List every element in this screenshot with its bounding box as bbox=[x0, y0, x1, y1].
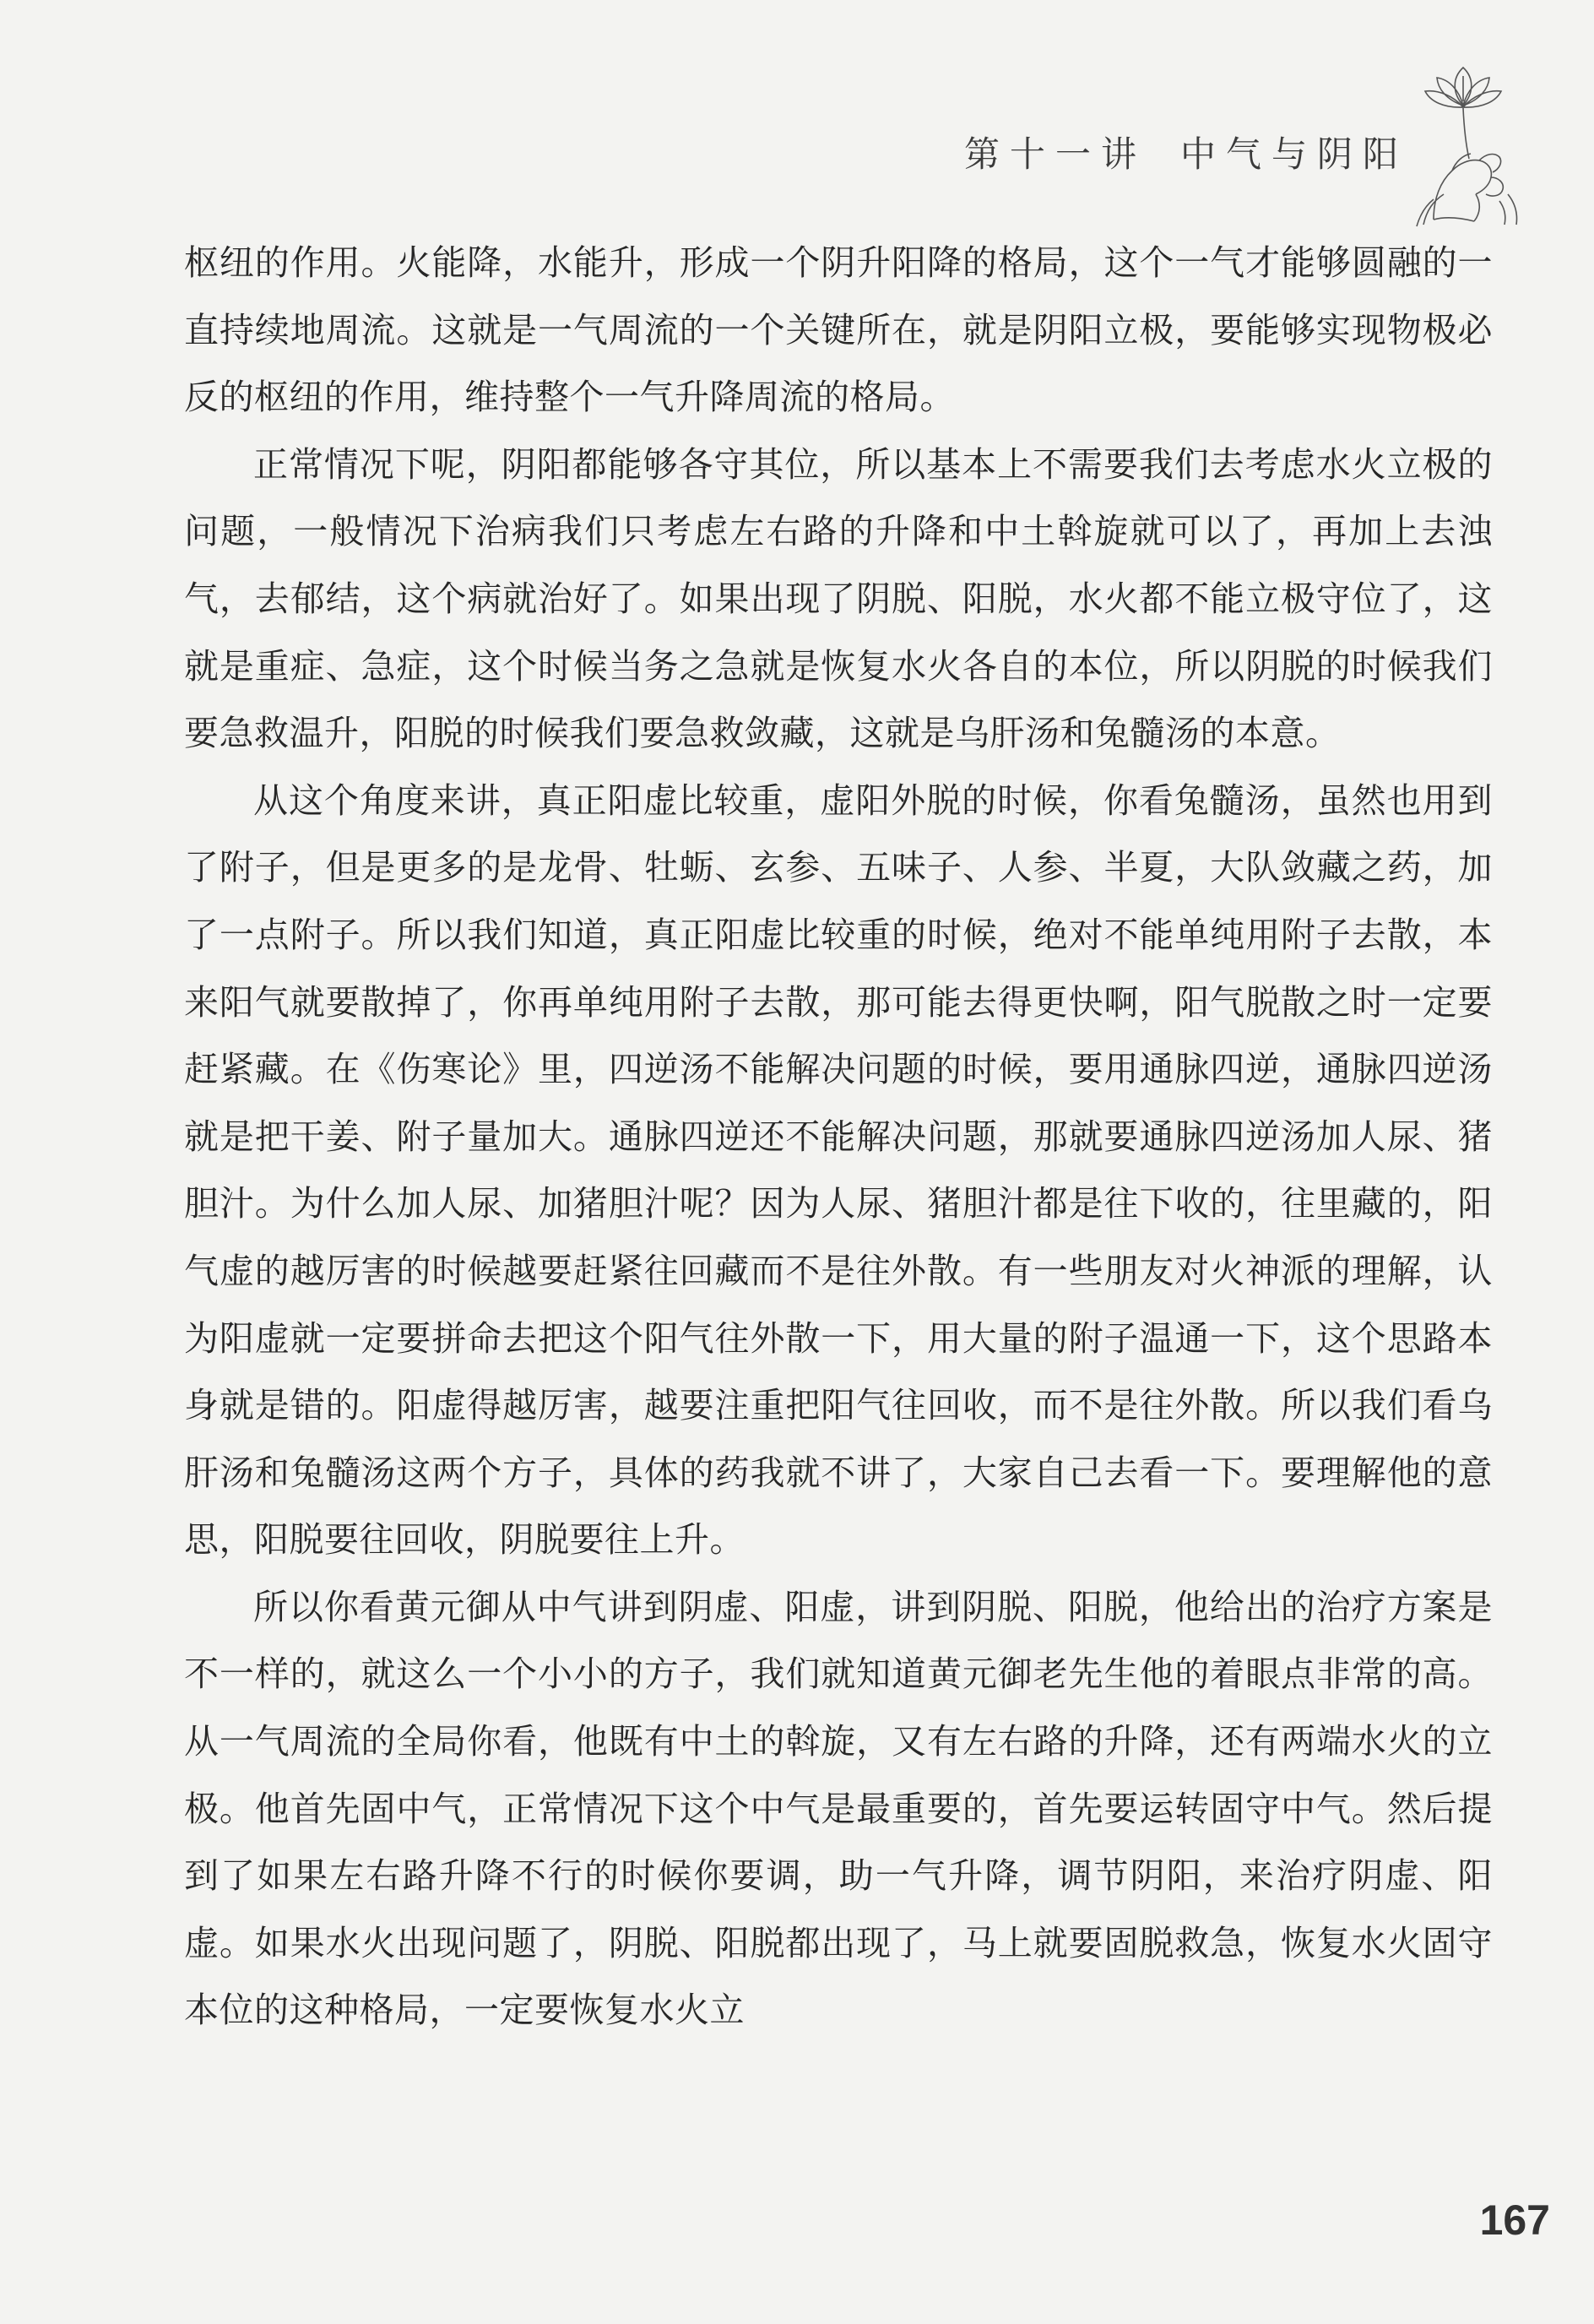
lecture-topic: 中气与阴阳 bbox=[1179, 133, 1408, 175]
paragraph: 所以你看黄元御从中气讲到阴虚、阳虚，讲到阴脱、阳脱，他给出的治疗方案是不一样的，就这么一个小小的方子，我们就知道黄元御老先生他的着眼点非常的高。从一气周流的全局你看，他既有中土的斡旋，又有左右路的升降，还有两端水火的立极。他首先固中气，正常情况下这个中气是最重要的，首先要运转固守中气。然后提到了如果左右路升降不行的时候你要调，助一气升降，调节阴阳，来治疗阴虚、阳虚。如果水火出现问题了，阴脱、阳脱都出现了，马上就要固脱救急，恢复水火固守本位的这种格局，一定要恢复水火立 bbox=[184, 1586, 1493, 2031]
lotus-hand-icon bbox=[1400, 59, 1526, 228]
page-number: 167 bbox=[1479, 2196, 1550, 2244]
paragraph: 正常情况下呢，阴阳都能够各守其位，所以基本上不需要我们去考虑水火立极的问题，一般情况下治病我们只考虑左右路的升降和中土斡旋就可以了，再加上去浊气，去郁结，这个病就治好了。如果出现了阴脱、阳脱，水火都不能立极守位了，这就是重症、急症，这个时候当务之急就是恢复水火各自的本位，所以阴脱的时候我们要急救温升，阳脱的时候我们要急救敛藏，这就是乌肝汤和兔髓汤的本意。 bbox=[184, 443, 1493, 754]
paragraph-continued: 枢纽的作用。火能降，水能升，形成一个阴升阳降的格局，这个一气才能够圆融的一直持续地周流。这就是一气周流的一个关键所在，就是阴阳立极，要能够实现物极必反的枢纽的作用，维持整个一气升降周流的格局。 bbox=[184, 242, 1493, 418]
running-header bbox=[964, 127, 1408, 177]
body-text bbox=[184, 230, 1493, 2044]
paragraph: 从这个角度来讲，真正阳虚比较重，虚阳外脱的时候，你看兔髓汤，虽然也用到了附子，但是更多的是龙骨、牡蛎、玄参、五味子、人参、半夏，大队敛藏之药，加了一点附子。所以我们知道，真正阳虚比较重的时候，绝对不能单纯用附子去散，本来阳气就要散掉了，你再单纯用附子去散，那可能去得更快啊，阳气脱散之时一定要赶紧藏。在《伤寒论》里，四逆汤不能解决问题的时候，要用通脉四逆，通脉四逆汤就是把干姜、附子量加大。通脉四逆还不能解决问题，那就要通脉四逆汤加人尿、猪胆汁。为什么加人尿、加猪胆汁呢？因为人尿、猪胆汁都是往下收的，往里藏的，阳气虚的越厉害的时候越要赶紧往回藏而不是往外散。有一些朋友对火神派的理解，认为阳虚就一定要拼命去把这个阳气往外散一下，用大量的附子温通一下，这个思路本身就是错的。阳虚得越厉害，越要注重把阳气往回收，而不是往外散。所以我们看乌肝汤和兔髓汤这两个方子，具体的药我就不讲了，大家自己去看一下。要理解他的意思，阳脱要往回收，阴脱要往上升。 bbox=[184, 779, 1493, 1561]
lecture-number: 第十一讲 bbox=[963, 133, 1147, 175]
